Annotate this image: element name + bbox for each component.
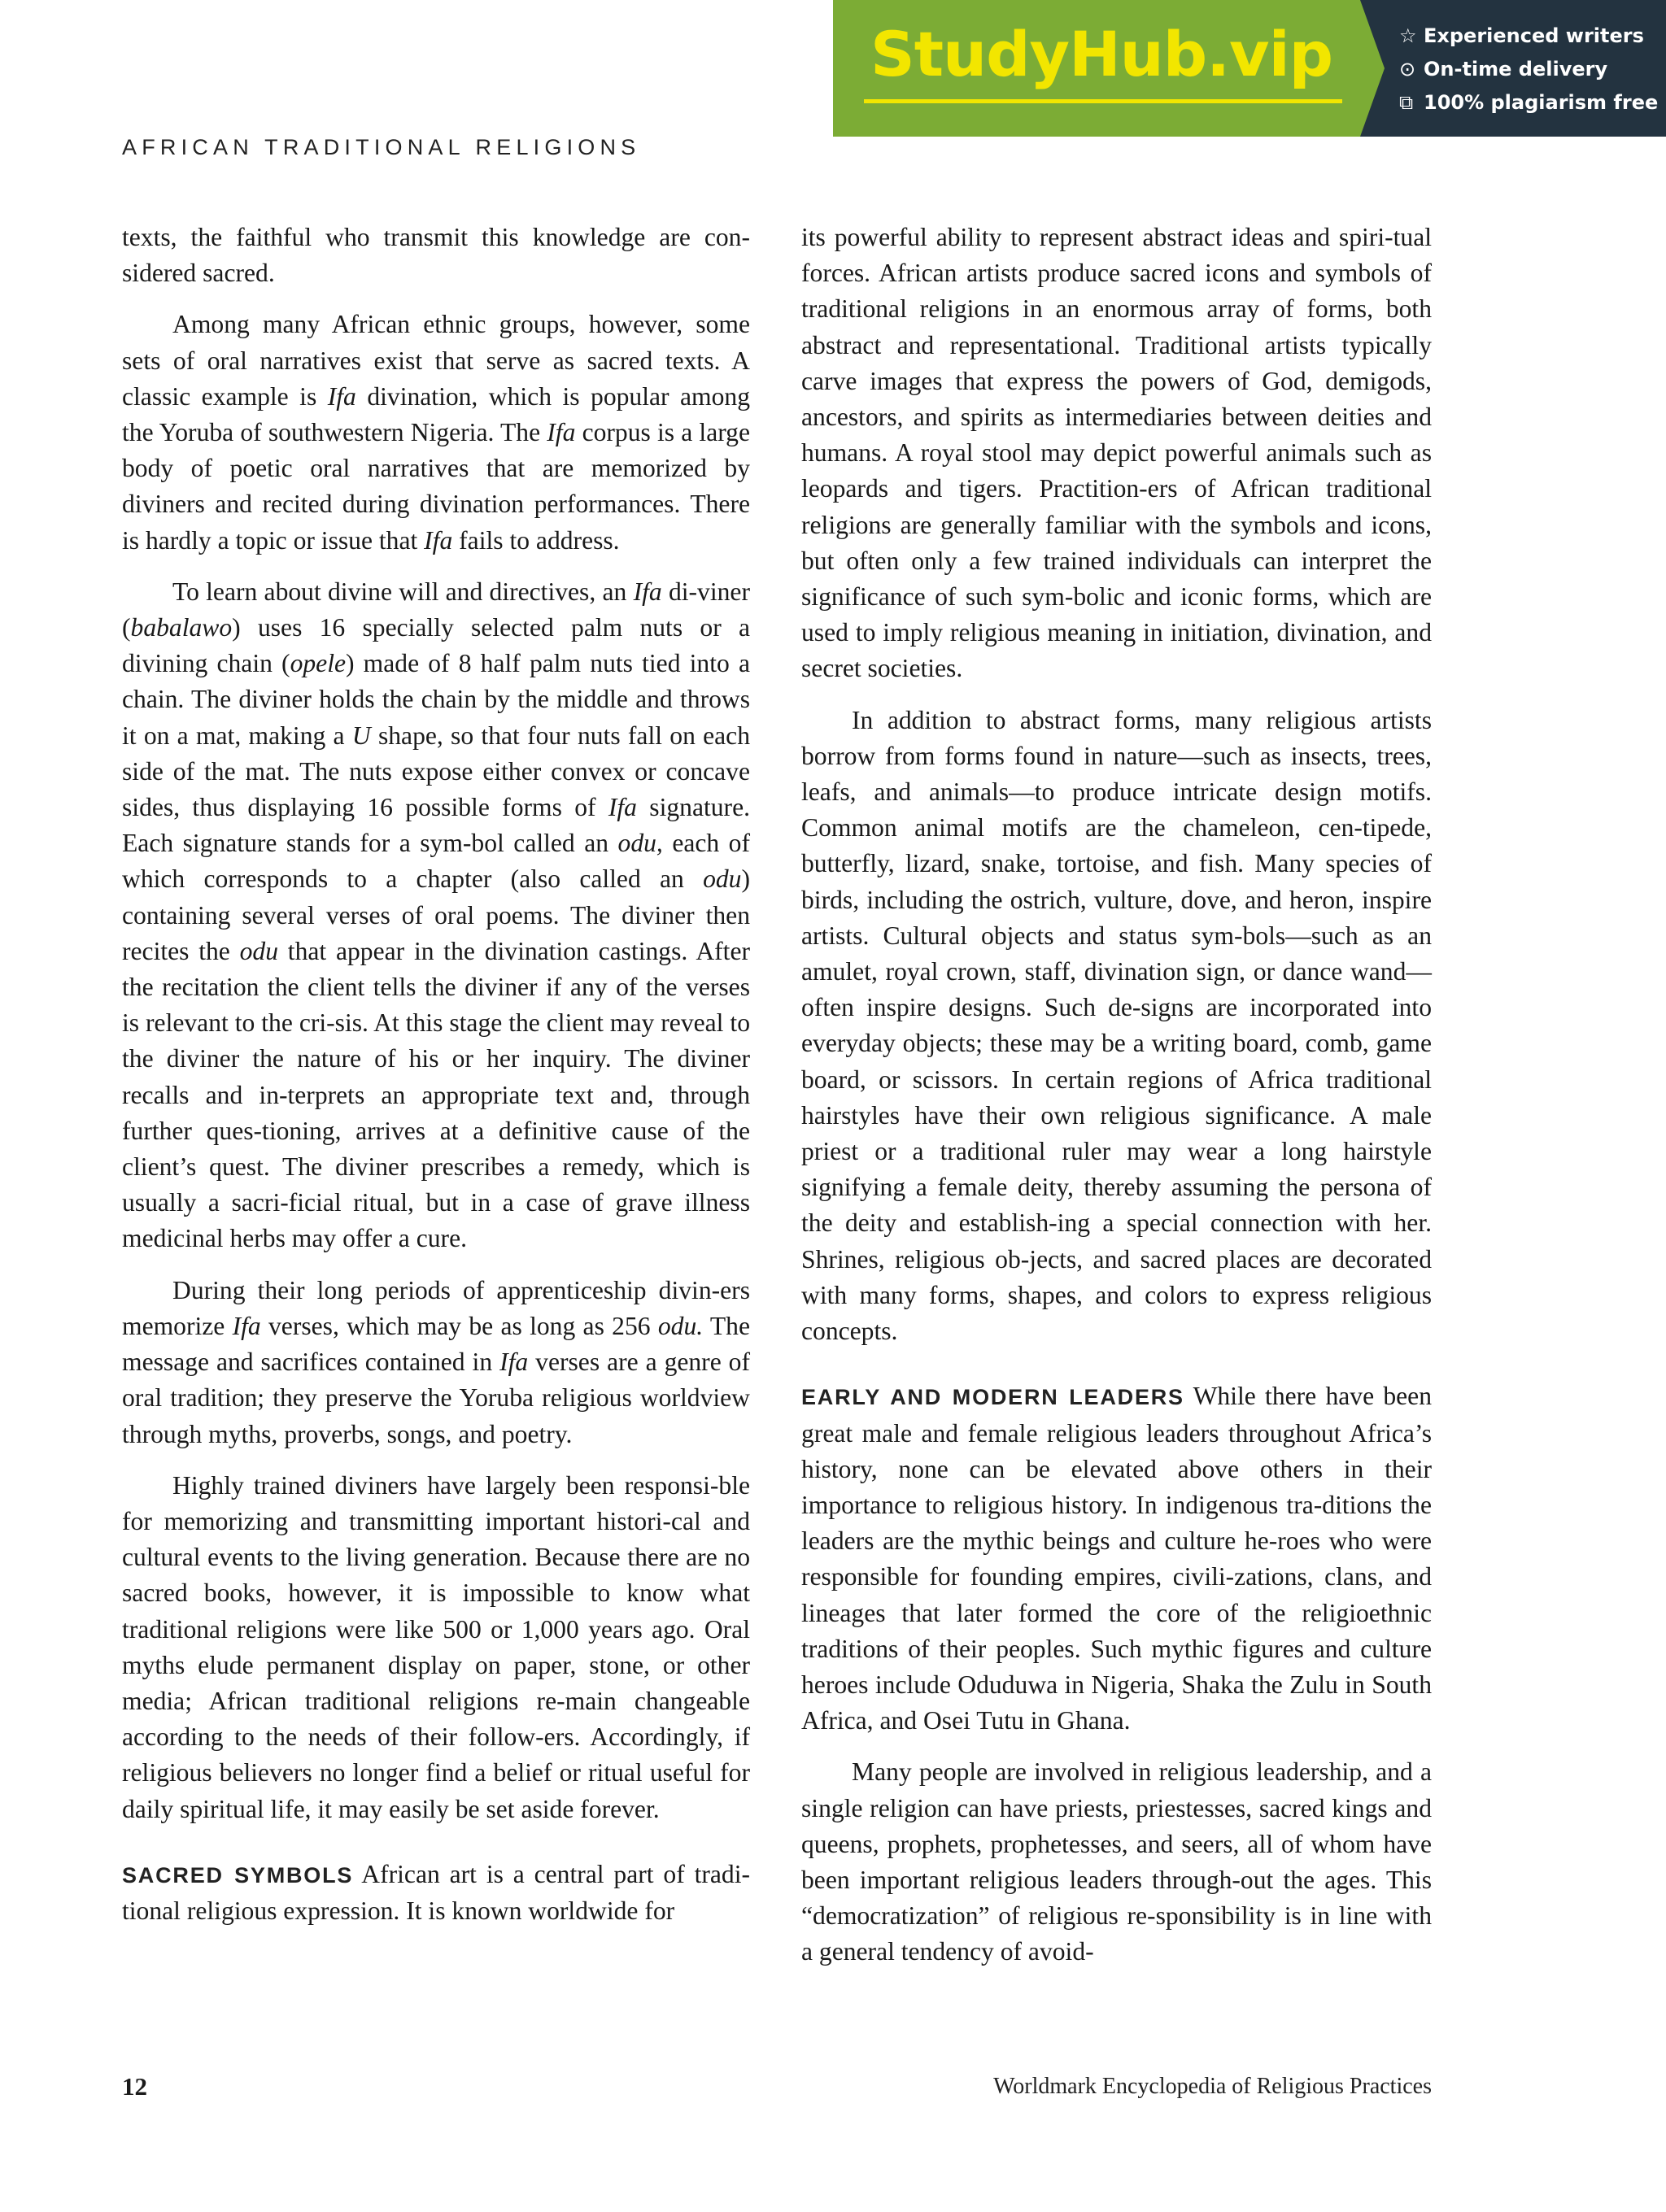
- paragraph: Highly trained diviners have largely been responsi-ble for memorizing and transmitting important histori-cal and cultural events to the living generation. Because there are no sacred books, however, it is impossible to know what traditional religions were like 500 or 1,000 years ago. Oral myths elude permanent display on paper, stone, or other media; African traditional religions re-main changeable according to the needs of their follow-ers. Accordingly, if religious believers no longer find a belief or ritual useful for daily spiritual life, it may easily be set aside forever.: [122, 1470, 750, 1823]
- book-title: Worldmark Encyclopedia of Religious Practices: [993, 2074, 1432, 2099]
- copy-icon: ⧉: [1399, 91, 1414, 114]
- feature-item: [1399, 86, 1666, 120]
- paragraph: To learn about divine will and directives, an Ifa di-viner (babalawo) uses 16 specially selected palm nuts or a divining chain (opele) made of 8 half palm nuts tied into a chain. The diviner holds the chain by the middle and throws it on a mat, making a U shape, so that four nuts fall on each side of the mat. The nuts expose either convex or concave sides, thus displaying 16 possible forms of Ifa signature. Each signature stands for a sym-bol called an odu, each of which corresponds to a chapter (also called an odu) containing several verses of oral poems. The diviner then recites the odu that appear in the divination castings. After the recitation the client tells the diviner if any of the verses is relevant to the cri-sis. At this stage the client may reveal to the diviner the nature of his or her inquiry. The diviner recalls and in-terprets an appropriate text and, through further ques-tioning, arrives at a definitive cause of the client’s quest. The diviner prescribes a remedy, which is usually a sacri-ficial ritual, but in a case of grave illness medicinal herbs may offer a cure.: [122, 577, 751, 1253]
- banner-logo-panel[interactable]: [833, 0, 1360, 137]
- star-icon: ☆: [1399, 24, 1417, 47]
- logo-underline: [864, 99, 1342, 103]
- banner-arrow-shape: [1360, 0, 1385, 137]
- right-column: [801, 220, 1432, 1986]
- feature-label: 100% plagiarism free: [1424, 91, 1659, 114]
- left-column: [122, 220, 750, 1944]
- feature-label: On-time delivery: [1424, 58, 1608, 81]
- section-paragraph: SACRED SYMBOLS African art is a central part of tradi-tional religious expression. It is known worldwide for: [122, 1859, 750, 1925]
- section-heading: EARLY AND MODERN LEADERS: [801, 1385, 1184, 1410]
- section-heading: SACRED SYMBOLS: [122, 1862, 354, 1888]
- feature-list: [1360, 0, 1666, 120]
- running-head: AFRICAN TRADITIONAL RELIGIONS: [122, 135, 641, 159]
- paragraph: texts, the faithful who transmit this knowledge are con-sidered sacred.: [122, 223, 750, 288]
- banner-features-panel: [1360, 0, 1666, 137]
- paragraph: During their long periods of apprenticeship divin-ers memorize Ifa verses, which may be as long as 256 odu. The message and sacrifices contained in Ifa verses are a genre of oral tradition; they preserve the Yoruba religious worldview through myths, proverbs, songs, and poetry.: [122, 1275, 750, 1448]
- feature-label: Experienced writers: [1424, 24, 1644, 47]
- paragraph: Many people are involved in religious leadership, and a single religion can have priests, priestesses, sacred kings and queens, prophets, prophetesses, and seers, all of whom have been important religious leaders through-out the ages. This “democratization” of religious re-sponsibility is in line with a general tendency of avoid-: [801, 1757, 1432, 1966]
- ad-banner[interactable]: [833, 0, 1666, 137]
- paragraph: Among many African ethnic groups, however, some sets of oral narratives exist that serve as sacred texts. A classic example is Ifa divination, which is popular among the Yoruba of southwestern Nigeria. The Ifa corpus is a large body of poetic oral narratives that are memorized by diviners and recited during divination performances. There is hardly a topic or issue that Ifa fails to address.: [122, 310, 751, 555]
- feature-item: [1399, 53, 1666, 86]
- page-number: 12: [122, 2072, 147, 2101]
- paragraph: In addition to abstract forms, many religious artists borrow from forms found in nature—such as insects, trees, leafs, and animals—to produce intricate design motifs. Common animal motifs are the chameleon, cen-tipede, butterfly, lizard, snake, tortoise, and fish. Many species of birds, including the ostrich, vulture, dove, and heron, inspire artists. Cultural objects and status sym-bols—such as an amulet, royal crown, staff, divination sign, or dance wand—often inspire designs. Such de-signs are incorporated into everyday objects; these may be a writing board, comb, game board, or scissors. In certain regions of Africa traditional hairstyles have their own religious significance. A male priest or a traditional ruler may wear a long hairstyle signifying a female deity, thereby assuming the persona of the deity and establish-ing a special connection with her. Shrines, religious ob-jects, and sacred places are decorated with many forms, shapes, and colors to express religious concepts.: [801, 705, 1432, 1346]
- studyhub-logo: StudyHub.vip: [870, 18, 1333, 90]
- section-paragraph: EARLY AND MODERN LEADERS While there have been great male and female religious leaders throughout Africa’s history, none can be elevated above others in their importance to religious history. In indigenous tra-ditions the leaders are the mythic beings and culture he-roes who were responsible for founding empires, civili-zations, clans, and lineages that later formed the core of the religioethnic traditions of their peoples. Such mythic figures and culture heroes include Oduduwa in Nigeria, Shaka the Zulu in South Africa, and Osei Tutu in Ghana.: [801, 1382, 1432, 1735]
- clock-icon: ⊙: [1399, 58, 1416, 81]
- feature-item: [1399, 20, 1666, 53]
- paragraph: its powerful ability to represent abstract ideas and spiri-tual forces. African artists produce sacred icons and symbols of traditional religions in an enormous array of forms, both abstract and representational. Traditional artists typically carve images that express the powers of God, demigods, ancestors, and spirits as intermediaries between deities and humans. A royal stool may depict powerful animals such as leopards and tigers. Practition-ers of African traditional religions are generally familiar with the symbols and icons, but often only a few trained individuals can interpret the significance of such sym-bolic and iconic forms, which are used to imply religious meaning in initiation, divination, and secret societies.: [801, 223, 1432, 683]
